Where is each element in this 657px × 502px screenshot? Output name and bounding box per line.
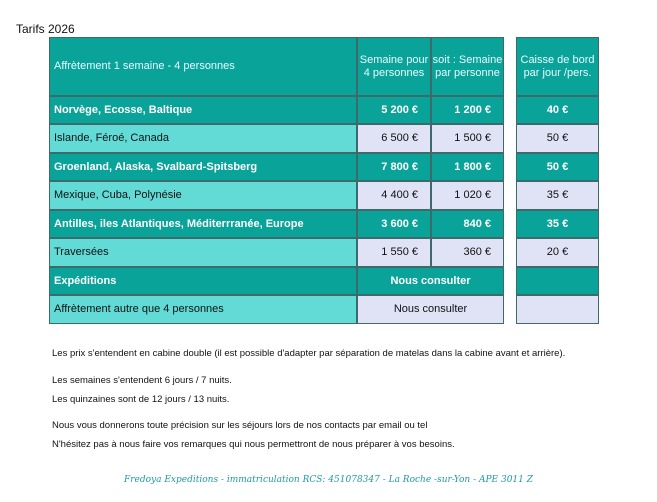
table-row-person: 1 200 € (431, 96, 504, 124)
table-row-caisse: 35 € (516, 181, 599, 210)
note-cabine: Les prix s'entendent en cabine double (il est possible d'adapter par séparation de matelas dans la cabine avant et arrière). (52, 348, 566, 359)
table-row-person: 360 € (431, 238, 504, 267)
header-col-person-text: soit : Semaine par personne (432, 53, 503, 79)
table-row-week: 6 500 € (357, 124, 431, 153)
table-row-dest: Traversées (49, 238, 357, 267)
header-label-text: Affrètement 1 semaine - 4 personnes (54, 60, 235, 72)
autre-value: Nous consulter (357, 295, 504, 324)
note-quinzaines: Les quinzaines sont de 12 jours / 13 nuits. (52, 394, 230, 405)
autre-caisse-empty (516, 295, 599, 324)
table-row-week: 7 800 € (357, 153, 431, 181)
table-row-dest: Islande, Féroé, Canada (49, 124, 357, 153)
header-col-week-text: Semaine pour 4 personnes (359, 53, 429, 79)
table-row-caisse: 50 € (516, 124, 599, 153)
expeditions-value: Nous consulter (357, 267, 504, 295)
header-label (49, 37, 357, 96)
header-col-caisse-text: Caisse de bord par jour /pers. (520, 53, 595, 79)
note-semaines: Les semaines s'entendent 6 jours / 7 nuits. (52, 375, 232, 386)
table-row-person: 1 020 € (431, 181, 504, 210)
table-row-dest: Groenland, Alaska, Svalbard-Spitsberg (49, 153, 357, 181)
table-row-person: 1 800 € (431, 153, 504, 181)
page-title: Tarifs 2026 (16, 22, 75, 36)
table-row-caisse: 50 € (516, 153, 599, 181)
table-row-dest: Antilles, iles Atlantiques, Méditerrranée, Europe (49, 210, 357, 238)
header-col-caisse (516, 37, 599, 96)
autre-label: Affrètement autre que 4 personnes (49, 295, 357, 324)
table-row-week: 1 550 € (357, 238, 431, 267)
table-row-week: 4 400 € (357, 181, 431, 210)
expeditions-label: Expéditions (49, 267, 357, 295)
table-row-week: 3 600 € (357, 210, 431, 238)
table-row-caisse: 35 € (516, 210, 599, 238)
expeditions-caisse-empty (516, 267, 599, 295)
header-col-week (357, 37, 431, 96)
table-row-person: 1 500 € (431, 124, 504, 153)
table-row-person: 840 € (431, 210, 504, 238)
table-row-caisse: 20 € (516, 238, 599, 267)
table-row-dest: Mexique, Cuba, Polynésie (49, 181, 357, 210)
note-remarques: N'hésitez pas à nous faire vos remarques qui nous permettront de nous préparer à vos besoins. (52, 439, 455, 450)
header-col-person (431, 37, 504, 96)
table-row-caisse: 40 € (516, 96, 599, 124)
note-precision: Nous vous donnerons toute précision sur les séjours lors de nos contacts par email ou tel (52, 420, 428, 431)
table-row-dest: Norvège, Ecosse, Baltique (49, 96, 357, 124)
table-row-week: 5 200 € (357, 96, 431, 124)
footer-company-info: Fredoya Expeditions - immatriculation RCS: 451078347 - La Roche -sur-Yon - APE 3011 Z (124, 475, 533, 485)
